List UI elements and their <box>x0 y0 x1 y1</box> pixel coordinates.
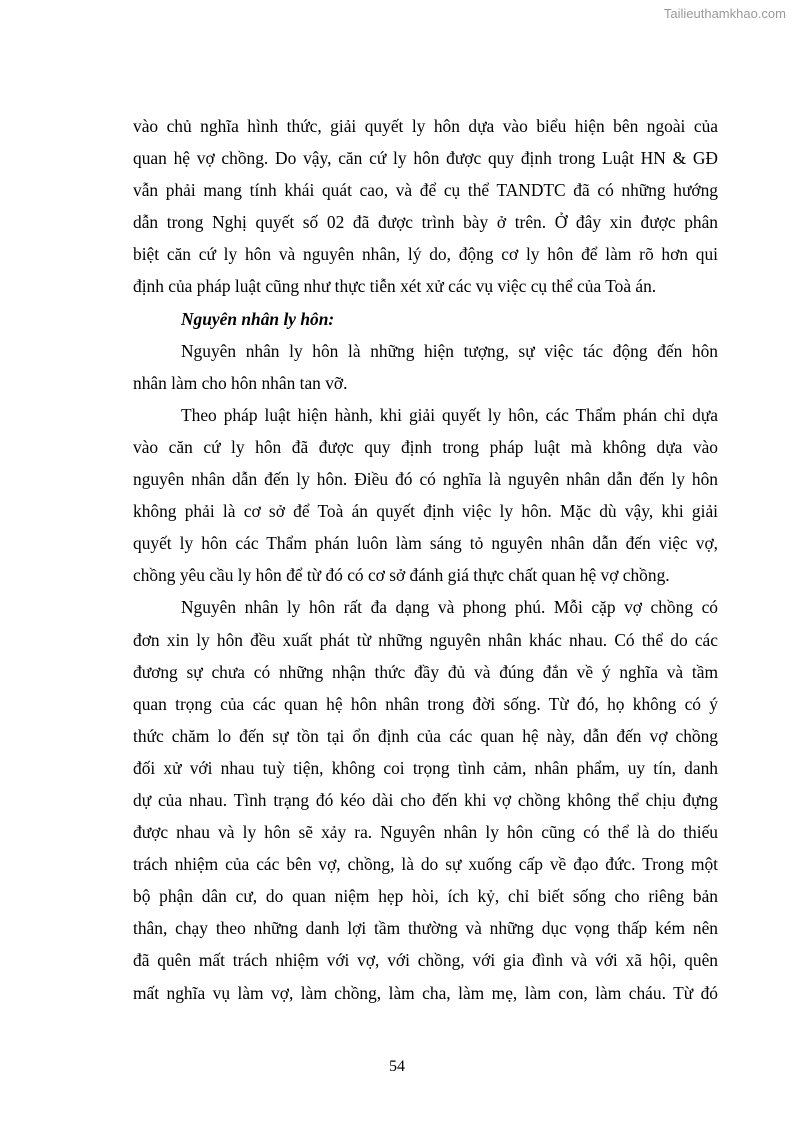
text-line: nguyên nhân dẫn đến ly hôn. Điều đó có nghĩa là nguyên nhân dẫn đến ly hôn <box>133 469 718 490</box>
text-line: nhân làm cho hôn nhân tan vỡ. <box>133 372 348 393</box>
text-line: vẫn phải mang tính khái quát cao, và để cụ thể TANDTC đã có những hướng <box>133 180 718 201</box>
text-line: thân, chạy theo những danh lợi tầm thường và những dục vọng thấp kém nên <box>133 918 718 939</box>
text-line: không phải là cơ sở để Toà án quyết định việc ly hôn. Mặc dù vậy, khi giải <box>133 501 718 522</box>
text-line: thức chăm lo đến sự tồn tại ổn định của các quan hệ này, dẫn đến vợ chồng <box>133 725 718 746</box>
page-body <box>133 110 718 1009</box>
text-line: vào chủ nghĩa hình thức, giải quyết ly hôn dựa vào biểu hiện bên ngoài của <box>133 116 718 136</box>
text-line: quan trọng của các quan hệ hôn nhân trong đời sống. Từ đó, họ không có ý <box>133 693 718 714</box>
text-line: biệt căn cứ ly hôn và nguyên nhân, lý do, động cơ ly hôn để làm rõ hơn qui <box>133 244 718 265</box>
text-line: dẫn trong Nghị quyết số 02 đã được trình bày ở trên. Ở đây xin được phân <box>133 212 718 233</box>
text-line: chồng yêu cầu ly hôn để từ đó có cơ sở đánh giá thực chất quan hệ vợ chồng. <box>133 565 670 586</box>
page-number: 54 <box>389 1058 405 1075</box>
text-line: mất nghĩa vụ làm vợ, làm chồng, làm cha, làm mẹ, làm con, làm cháu. Từ đó <box>133 982 718 1003</box>
text-line: đối xử với nhau tuỳ tiện, không coi trọng tình cảm, nhân phẩm, uy tín, danh <box>133 757 718 778</box>
text-line: đơn xin ly hôn đều xuất phát từ những nguyên nhân khác nhau. Có thể do các <box>133 629 718 650</box>
text-line: bộ phận dân cư, do quan niệm hẹp hòi, ích kỷ, chỉ biết sống cho riêng bản <box>133 886 718 907</box>
text-line: dự của nhau. Tình trạng đó kéo dài cho đến khi vợ chồng không thể chịu đựng <box>133 789 718 810</box>
text-line: vào căn cứ ly hôn đã được quy định trong pháp luật mà không dựa vào <box>133 436 718 457</box>
text-line: được nhau và ly hôn sẽ xảy ra. Nguyên nhân ly hôn cũng có thể là do thiếu <box>133 822 718 843</box>
text-line: quan hệ vợ chồng. Do vậy, căn cứ ly hôn được quy định trong Luật HN & GĐ <box>133 148 718 169</box>
text-line: trách nhiệm của các bên vợ, chồng, là do sự xuống cấp về đạo đức. Trong một <box>133 854 718 875</box>
text-line: Nguyên nhân ly hôn rất đa dạng và phong phú. Mỗi cặp vợ chồng có <box>181 597 718 618</box>
watermark-text: Tailieuthamkhao.com <box>663 6 786 21</box>
text-line: Theo pháp luật hiện hành, khi giải quyết ly hôn, các Thẩm phán chỉ dựa <box>181 404 718 425</box>
text-line: Nguyên nhân ly hôn là những hiện tượng, sự việc tác động đến hôn <box>181 340 718 361</box>
text-line: định của pháp luật cũng như thực tiễn xét xử các vụ việc cụ thể của Toà án. <box>133 276 657 297</box>
text-line: quyết ly hôn các Thẩm phán luôn làm sáng tỏ nguyên nhân dẫn đến việc vợ, <box>133 533 718 554</box>
text-line: đương sự chưa có những nhận thức đầy đủ và đúng đắn về ý nghĩa và tầm <box>133 661 718 682</box>
text-line: đã quên mất trách nhiệm với vợ, với chồng, với gia đình và với xã hội, quên <box>133 950 718 971</box>
section-heading: Nguyên nhân ly hôn: <box>181 308 335 329</box>
